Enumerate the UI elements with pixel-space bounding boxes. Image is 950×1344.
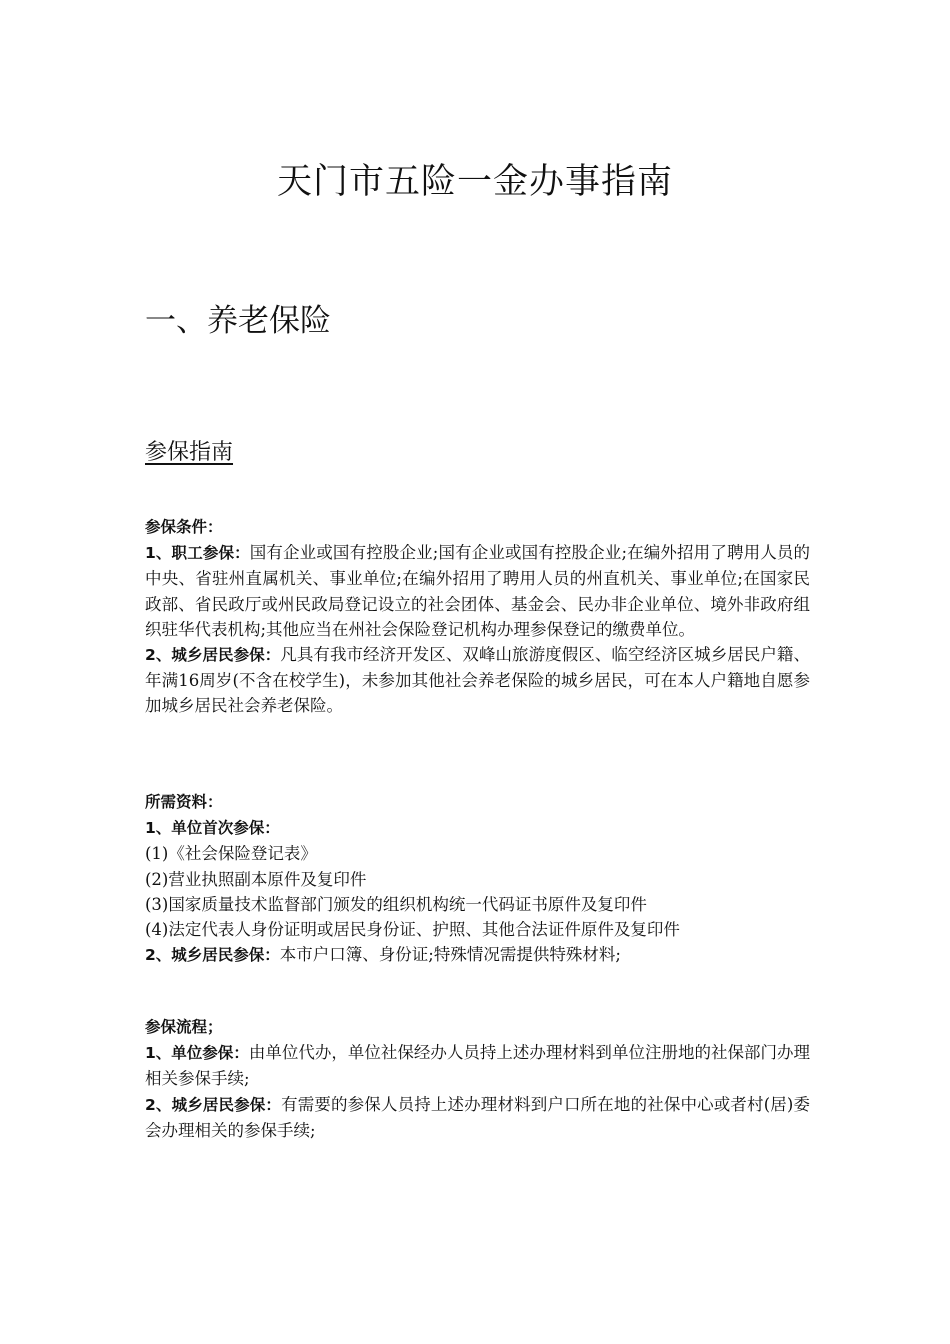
subheading: 参保指南 — [145, 440, 234, 465]
conditions-item-1 — [145, 540, 810, 642]
materials-list-item: (2)营业执照副本原件及复印件 — [145, 869, 367, 889]
materials-item-1-label: 1、单位首次参保： — [145, 819, 280, 838]
document-title: 天门市五险一金办事指南 — [276, 162, 673, 202]
conditions-item-1-text: 国有企业或国有控股企业;国有企业或国有控股企业;在编外招用了聘用人员的中央、省驻州直属机关、事业单位;在编外招用了聘用人员的州直机关、事业单位;在国家民政部、省民政厅或州民政局登记设立的社会团体、基金会、民办非企业单位、境外非政府组织驻华代表机构;其他应当在州社会保险登记机构办理参保登记的缴费单位。 — [145, 543, 810, 639]
conditions-label: 参保条件： — [145, 518, 223, 536]
materials-block — [145, 789, 810, 968]
process-label: 参保流程； — [145, 1018, 223, 1036]
conditions-item-1-label: 1、职工参保： — [145, 544, 250, 563]
process-block — [145, 1014, 810, 1143]
conditions-item-2-text: 凡具有我市经济开发区、双峰山旅游度假区、临空经济区城乡居民户籍、年满16周岁(不含在校学生)，未参加其他社会养老保险的城乡居民，可在本人户籍地自愿参加城乡居民社会养老保险。 — [145, 645, 810, 716]
materials-label: 所需资料： — [145, 793, 223, 811]
process-item-1 — [145, 1040, 810, 1091]
conditions-block — [145, 514, 810, 719]
materials-list-item: (1)《社会保险登记表》 — [145, 844, 317, 864]
conditions-item-2-label: 2、城乡居民参保： — [145, 646, 281, 665]
process-item-2-text: 有需要的参保人员持上述办理材料到户口所在地的社保中心或者村(居)委会办理相关的参保手续; — [145, 1094, 811, 1140]
conditions-item-2 — [145, 642, 810, 719]
materials-list-item: (3)国家质量技术监督部门颁发的组织机构统一代码证书原件及复印件 — [145, 894, 647, 914]
process-item-1-text: 由单位代办，单位社保经办人员持上述办理材料到单位注册地的社保部门办理相关参保手续; — [145, 1043, 810, 1089]
materials-item-2 — [145, 942, 810, 968]
process-item-2-label: 2、城乡居民参保： — [145, 1095, 282, 1114]
process-item-2 — [145, 1092, 810, 1143]
section-heading: 一、养老保险 — [145, 303, 331, 339]
process-item-1-label: 1、单位参保： — [145, 1044, 249, 1063]
materials-item-2-label: 2、城乡居民参保： — [145, 946, 280, 965]
materials-item-2-text: 本市户口簿、身份证;特殊情况需提供特殊材料; — [279, 945, 621, 965]
materials-list-item: (4)法定代表人身份证明或居民身份证、护照、其他合法证件原件及复印件 — [145, 920, 680, 940]
